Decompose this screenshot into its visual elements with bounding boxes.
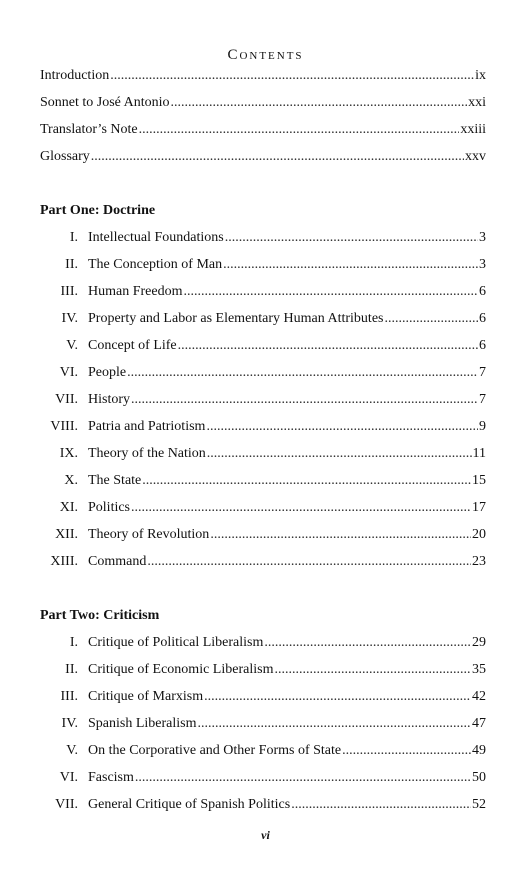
toc-chapter xyxy=(40,687,486,707)
toc-entry-label: Translator’s Note xyxy=(40,122,138,137)
toc-chapter xyxy=(40,768,486,788)
dot-leader xyxy=(274,660,471,680)
chapter-title: Critique of Political Liberalism xyxy=(88,635,264,650)
dot-leader xyxy=(204,687,471,707)
chapter-title: Theory of Revolution xyxy=(88,527,210,542)
dot-leader xyxy=(110,66,474,86)
toc-chapter xyxy=(40,633,486,653)
dot-leader xyxy=(210,525,471,545)
dot-leader xyxy=(183,282,478,302)
toc-entry-sonnet xyxy=(40,93,486,113)
toc-entry-page: ix xyxy=(475,68,486,83)
chapter-page: 17 xyxy=(472,500,486,515)
chapter-title: People xyxy=(88,365,127,380)
dot-leader xyxy=(206,417,478,437)
chapter-title: Politics xyxy=(88,500,131,515)
contents-title: Contents xyxy=(227,47,304,63)
dot-leader xyxy=(225,228,478,248)
chapter-page: 29 xyxy=(472,635,486,650)
toc-entry-page: xxiii xyxy=(460,122,486,137)
chapter-number: VII. xyxy=(55,797,78,812)
chapter-title: Concept of Life xyxy=(88,338,177,353)
chapter-title: The State xyxy=(88,473,142,488)
chapter-number: V. xyxy=(66,743,78,758)
chapter-page: 15 xyxy=(472,473,486,488)
chapter-page: 6 xyxy=(479,338,486,353)
dot-leader xyxy=(264,633,471,653)
part-one-heading: Part One: Doctrine xyxy=(40,203,156,218)
dot-leader xyxy=(342,741,471,761)
chapter-page: 7 xyxy=(479,365,486,380)
toc-chapter xyxy=(40,444,486,464)
dot-leader xyxy=(91,147,464,167)
dot-leader xyxy=(198,714,472,734)
chapter-page: 49 xyxy=(472,743,486,758)
chapter-number: IV. xyxy=(61,716,78,731)
chapter-page: 35 xyxy=(472,662,486,677)
chapter-title: Human Freedom xyxy=(88,284,183,299)
chapter-page: 52 xyxy=(472,797,486,812)
chapter-number: VI. xyxy=(59,770,78,785)
chapter-number: XIII. xyxy=(50,554,78,569)
toc-chapter xyxy=(40,525,486,545)
dot-leader xyxy=(131,390,478,410)
chapter-title: Intellectual Foundations xyxy=(88,230,224,245)
chapter-number: XI. xyxy=(59,500,78,515)
chapter-page: 11 xyxy=(472,446,486,461)
toc-chapter xyxy=(40,309,486,329)
toc-chapter xyxy=(40,282,486,302)
dot-leader xyxy=(127,363,478,383)
chapter-page: 3 xyxy=(479,230,486,245)
chapter-number: III. xyxy=(60,689,78,704)
chapter-title: History xyxy=(88,392,130,407)
chapter-title: Command xyxy=(88,554,147,569)
chapter-number: VIII. xyxy=(50,419,78,434)
toc-chapter xyxy=(40,228,486,248)
toc-chapter xyxy=(40,363,486,383)
chapter-number: I. xyxy=(69,635,78,650)
dot-leader xyxy=(207,444,472,464)
chapter-title: Fascism xyxy=(88,770,134,785)
chapter-page: 50 xyxy=(472,770,486,785)
toc-chapter xyxy=(40,390,486,410)
chapter-title: On the Corporative and Other Forms of State xyxy=(88,743,342,758)
chapter-page: 47 xyxy=(472,716,486,731)
toc-entry-glossary xyxy=(40,147,486,167)
toc-chapter xyxy=(40,741,486,761)
dot-leader xyxy=(147,552,471,572)
chapter-number: VI. xyxy=(59,365,78,380)
chapter-page: 23 xyxy=(472,554,486,569)
chapter-page: 7 xyxy=(479,392,486,407)
chapter-title: Spanish Liberalism xyxy=(88,716,197,731)
chapter-page: 9 xyxy=(479,419,486,434)
chapter-number: II. xyxy=(65,257,78,272)
chapter-title: Critique of Marxism xyxy=(88,689,204,704)
dot-leader xyxy=(178,336,478,356)
toc-chapter xyxy=(40,552,486,572)
chapter-title: General Critique of Spanish Politics xyxy=(88,797,291,812)
chapter-number: III. xyxy=(60,284,78,299)
dot-leader xyxy=(384,309,478,329)
page-folio: vi xyxy=(261,828,270,842)
chapter-page: 42 xyxy=(472,689,486,704)
chapter-title: The Conception of Man xyxy=(88,257,223,272)
chapter-title: Critique of Economic Liberalism xyxy=(88,662,274,677)
chapter-number: X. xyxy=(64,473,78,488)
toc-entry-translators-note xyxy=(40,120,486,140)
chapter-page: 6 xyxy=(479,311,486,326)
chapter-page: 3 xyxy=(479,257,486,272)
dot-leader xyxy=(139,120,460,140)
chapter-number: IV. xyxy=(61,311,78,326)
chapter-title: Property and Labor as Elementary Human Attributes xyxy=(88,311,384,326)
dot-leader xyxy=(291,795,471,815)
chapter-number: XII. xyxy=(55,527,78,542)
dot-leader xyxy=(142,471,471,491)
toc-chapter xyxy=(40,498,486,518)
toc-chapter xyxy=(40,660,486,680)
toc-entry-introduction xyxy=(40,66,486,86)
toc-chapter xyxy=(40,795,486,815)
chapter-title: Theory of the Nation xyxy=(88,446,206,461)
chapter-number: IX. xyxy=(59,446,78,461)
toc-chapter xyxy=(40,336,486,356)
dot-leader xyxy=(171,93,468,113)
toc-chapter xyxy=(40,255,486,275)
chapter-page: 6 xyxy=(479,284,486,299)
toc-entry-page: xxv xyxy=(465,149,486,164)
toc-entry-label: Glossary xyxy=(40,149,90,164)
toc-entry-label: Introduction xyxy=(40,68,110,83)
toc-chapter xyxy=(40,471,486,491)
chapter-number: II. xyxy=(65,662,78,677)
toc-chapter xyxy=(40,714,486,734)
chapter-number: VII. xyxy=(55,392,78,407)
chapter-title: Patria and Patriotism xyxy=(88,419,206,434)
chapter-number: I. xyxy=(69,230,78,245)
toc-chapter xyxy=(40,417,486,437)
dot-leader xyxy=(223,255,478,275)
chapter-page: 20 xyxy=(472,527,486,542)
part-two-heading: Part Two: Criticism xyxy=(40,608,160,623)
toc-entry-label: Sonnet to José Antonio xyxy=(40,95,170,110)
chapter-number: V. xyxy=(66,338,78,353)
dot-leader xyxy=(135,768,471,788)
dot-leader xyxy=(131,498,471,518)
toc-entry-page: xxi xyxy=(468,95,486,110)
